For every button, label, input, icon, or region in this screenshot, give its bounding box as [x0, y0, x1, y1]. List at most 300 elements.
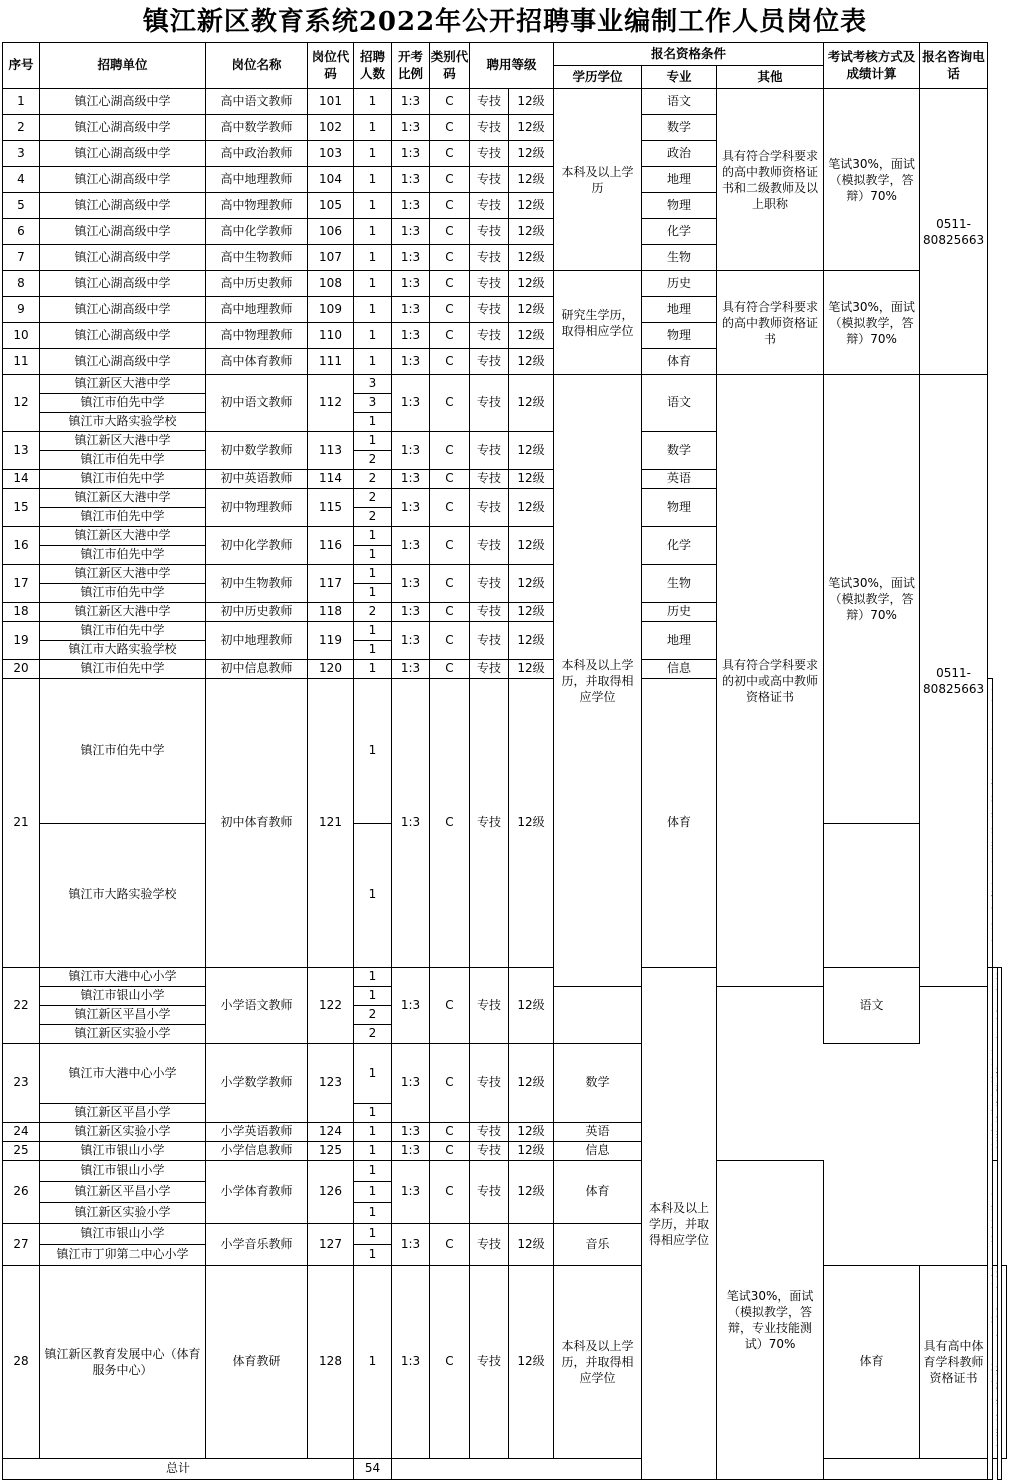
category-cell: C: [430, 1224, 470, 1266]
major-cell: 历史: [642, 271, 717, 297]
level-cell: 12级: [509, 527, 554, 565]
other-cell: 具有高中体育学科教师资格证书: [920, 1266, 988, 1459]
count-cell: 1: [354, 1266, 392, 1459]
count-cell: 1: [354, 679, 392, 824]
category-cell: C: [430, 1123, 470, 1142]
category-cell: C: [430, 1142, 470, 1161]
major-cell: 音乐: [554, 1224, 642, 1266]
seq-cell: 12: [3, 375, 40, 432]
major-cell: 体育: [824, 1266, 920, 1459]
major-cell: 英语: [642, 470, 717, 489]
unit-cell: 镇江市伯先中学: [40, 394, 206, 413]
type-cell: 专技: [470, 115, 509, 141]
major-cell: 历史: [642, 603, 717, 622]
seq-cell: 6: [3, 219, 40, 245]
count-cell: 1: [354, 1161, 392, 1182]
level-cell: 12级: [509, 1161, 554, 1224]
type-cell: 专技: [470, 1142, 509, 1161]
major-cell: 数学: [642, 115, 717, 141]
unit-cell: 镇江新区大港中学: [40, 489, 206, 508]
major-cell: 语文: [642, 375, 717, 432]
ratio-cell: 1:3: [392, 1123, 430, 1142]
type-cell: 专技: [470, 622, 509, 660]
level-cell: 12级: [509, 470, 554, 489]
category-cell: C: [430, 219, 470, 245]
level-cell: 12级: [509, 1044, 554, 1123]
major-cell: 地理: [642, 167, 717, 193]
count-cell: 1: [354, 115, 392, 141]
level-cell: 12级: [509, 1123, 554, 1142]
count-cell: 1: [354, 1245, 392, 1266]
seq-cell: 13: [3, 432, 40, 470]
header-ratio: 开考比例: [392, 43, 430, 89]
total-count: 54: [354, 1459, 392, 1480]
code-cell: 123: [308, 1044, 354, 1123]
total-label: 总计: [3, 1459, 354, 1480]
ratio-cell: 1:3: [392, 527, 430, 565]
count-cell: 2: [354, 603, 392, 622]
header-qualifications: 报名资格条件: [554, 43, 824, 66]
code-cell: 110: [308, 323, 354, 349]
code-cell: 113: [308, 432, 354, 470]
ratio-cell: 1:3: [392, 470, 430, 489]
category-cell: C: [430, 193, 470, 219]
major-cell: 语文: [642, 89, 717, 115]
type-cell: 专技: [470, 141, 509, 167]
total-row: [3, 1459, 1007, 1480]
seq-cell: 14: [3, 470, 40, 489]
code-cell: 109: [308, 297, 354, 323]
unit-cell: 镇江市伯先中学: [40, 584, 206, 603]
count-cell: 1: [354, 413, 392, 432]
count-cell: 1: [354, 271, 392, 297]
level-cell: 12级: [509, 115, 554, 141]
seq-cell: 26: [3, 1161, 40, 1224]
major-cell: 数学: [554, 1044, 642, 1123]
level-cell: 12级: [509, 271, 554, 297]
unit-cell: 镇江心湖高级中学: [40, 115, 206, 141]
type-cell: 专技: [470, 89, 509, 115]
major-cell: 化学: [642, 527, 717, 565]
unit-cell: 镇江新区平昌小学: [40, 1006, 206, 1025]
education-cell: 本科及以上学历，并取得相应学位: [642, 968, 717, 1480]
post-cell: 小学语文教师: [206, 968, 308, 1044]
other-cell: 具有符合学科要求的高中教师资格证书: [717, 271, 824, 375]
unit-cell: 镇江市大路实验学校: [40, 413, 206, 432]
major-cell: 英语: [554, 1123, 642, 1142]
table-row: [3, 968, 1007, 987]
count-cell: 1: [354, 660, 392, 679]
major-cell: 政治: [642, 141, 717, 167]
unit-cell: 镇江新区平昌小学: [40, 1104, 206, 1123]
count-cell: 1: [354, 167, 392, 193]
count-cell: 1: [354, 987, 392, 1006]
category-cell: C: [430, 375, 470, 432]
post-cell: 高中体育教师: [206, 349, 308, 375]
unit-cell: 镇江市伯先中学: [40, 546, 206, 565]
seq-cell: 7: [3, 245, 40, 271]
ratio-cell: 1:3: [392, 115, 430, 141]
header-major: 专业: [642, 66, 717, 89]
exam-cell: 笔试30%，面试（模拟教学，答辩）70%: [824, 271, 920, 375]
count-cell: 1: [354, 1224, 392, 1245]
ratio-cell: 1:3: [392, 565, 430, 603]
level-cell: 12级: [509, 323, 554, 349]
count-cell: 1: [354, 1044, 392, 1104]
unit-cell: 镇江市丁卯第二中心小学: [40, 1245, 206, 1266]
level-cell: 12级: [509, 679, 554, 968]
unit-cell: 镇江心湖高级中学: [40, 323, 206, 349]
post-cell: 初中地理教师: [206, 622, 308, 660]
count-cell: 1: [354, 141, 392, 167]
category-cell: C: [430, 167, 470, 193]
unit-cell: 镇江市大港中心小学: [40, 968, 206, 987]
level-cell: 12级: [509, 489, 554, 527]
table-row: [3, 1044, 1007, 1104]
type-cell: 专技: [470, 432, 509, 470]
code-cell: 102: [308, 115, 354, 141]
category-cell: C: [430, 432, 470, 470]
type-cell: 专技: [470, 603, 509, 622]
category-cell: C: [430, 271, 470, 297]
seq-cell: 24: [3, 1123, 40, 1142]
type-cell: 专技: [470, 167, 509, 193]
category-cell: C: [430, 489, 470, 527]
type-cell: 专技: [470, 1224, 509, 1266]
code-cell: 119: [308, 622, 354, 660]
seq-cell: 4: [3, 167, 40, 193]
type-cell: 专技: [470, 245, 509, 271]
level-cell: 12级: [509, 432, 554, 470]
table-row: [3, 89, 1007, 115]
type-cell: 专技: [470, 470, 509, 489]
major-cell: 地理: [642, 622, 717, 660]
count-cell: 1: [354, 968, 392, 987]
table-row: [3, 1161, 1007, 1182]
unit-cell: 镇江心湖高级中学: [40, 89, 206, 115]
ratio-cell: 1:3: [392, 375, 430, 432]
unit-cell: 镇江心湖高级中学: [40, 297, 206, 323]
count-cell: 1: [354, 1182, 392, 1203]
count-cell: 1: [354, 432, 392, 451]
unit-cell: 镇江市伯先中学: [40, 470, 206, 489]
category-cell: C: [430, 323, 470, 349]
count-cell: 2: [354, 1006, 392, 1025]
code-cell: 105: [308, 193, 354, 219]
header-category: 类别代码: [430, 43, 470, 89]
level-cell: 12级: [509, 245, 554, 271]
count-cell: 3: [354, 375, 392, 394]
major-cell: 信息: [642, 660, 717, 679]
ratio-cell: 1:3: [392, 660, 430, 679]
unit-cell: 镇江市大路实验学校: [40, 641, 206, 660]
seq-cell: 11: [3, 349, 40, 375]
post-cell: 初中历史教师: [206, 603, 308, 622]
count-cell: 1: [354, 622, 392, 641]
category-cell: C: [430, 603, 470, 622]
code-cell: 128: [308, 1266, 354, 1459]
header-grade: 聘用等级: [470, 43, 554, 89]
seq-cell: 23: [3, 1044, 40, 1123]
exam-cell: [992, 1266, 997, 1459]
seq-cell: 28: [3, 1266, 40, 1459]
ratio-cell: 1:3: [392, 349, 430, 375]
exam-cell: [988, 679, 993, 968]
exam-cell: 笔试30%，面试（模拟教学，答辩）70%: [824, 89, 920, 271]
unit-cell: 镇江新区大港中学: [40, 603, 206, 622]
unit-cell: 镇江心湖高级中学: [40, 141, 206, 167]
code-cell: 114: [308, 470, 354, 489]
ratio-cell: 1:3: [392, 141, 430, 167]
major-cell: 物理: [642, 193, 717, 219]
category-cell: C: [430, 660, 470, 679]
unit-cell: 镇江市伯先中学: [40, 660, 206, 679]
header-other: 其他: [717, 66, 824, 89]
count-cell: 1: [354, 1203, 392, 1224]
phone-cell: [1002, 1266, 1007, 1459]
header-education: 学历学位: [554, 66, 642, 89]
seq-cell: 16: [3, 527, 40, 565]
count-cell: 1: [354, 641, 392, 660]
ratio-cell: 1:3: [392, 603, 430, 622]
count-cell: 1: [354, 297, 392, 323]
table-row: [3, 1142, 1007, 1161]
major-cell: 语文: [824, 968, 920, 1044]
post-cell: 体育教研: [206, 1266, 308, 1459]
seq-cell: 9: [3, 297, 40, 323]
count-cell: 1: [354, 1142, 392, 1161]
post-cell: 高中数学教师: [206, 115, 308, 141]
type-cell: 专技: [470, 968, 509, 1044]
post-cell: 高中物理教师: [206, 193, 308, 219]
code-cell: 101: [308, 89, 354, 115]
type-cell: 专技: [470, 219, 509, 245]
type-cell: 专技: [470, 1266, 509, 1459]
seq-cell: 5: [3, 193, 40, 219]
unit-cell: 镇江市银山小学: [40, 1161, 206, 1182]
type-cell: 专技: [470, 297, 509, 323]
table-row: [3, 1123, 1007, 1142]
other-cell: [988, 968, 993, 1480]
level-cell: 12级: [509, 219, 554, 245]
type-cell: 专技: [470, 679, 509, 968]
ratio-cell: 1:3: [392, 432, 430, 470]
count-cell: 1: [354, 527, 392, 546]
seq-cell: 25: [3, 1142, 40, 1161]
category-cell: C: [430, 141, 470, 167]
ratio-cell: 1:3: [392, 219, 430, 245]
code-cell: 127: [308, 1224, 354, 1266]
education-cell: 本科及以上学历: [554, 89, 642, 271]
other-cell: 具有符合学科要求的初中或高中教师资格证书: [717, 375, 824, 987]
count-cell: 2: [354, 1025, 392, 1044]
major-cell: 生物: [642, 565, 717, 603]
unit-cell: 镇江市伯先中学: [40, 451, 206, 470]
type-cell: 专技: [470, 271, 509, 297]
other-cell: 具有符合学科要求的高中教师资格证书和二级教师及以上职称: [717, 89, 824, 271]
count-cell: 1: [354, 584, 392, 603]
table-row: [3, 375, 1007, 394]
code-cell: 104: [308, 167, 354, 193]
major-cell: 化学: [642, 219, 717, 245]
level-cell: 12级: [509, 141, 554, 167]
type-cell: 专技: [470, 660, 509, 679]
count-cell: 1: [354, 1123, 392, 1142]
count-cell: 1: [354, 219, 392, 245]
unit-cell: 镇江市大路实验学校: [40, 823, 206, 968]
count-cell: 2: [354, 470, 392, 489]
level-cell: 12级: [509, 1142, 554, 1161]
unit-cell: 镇江心湖高级中学: [40, 167, 206, 193]
count-cell: 1: [354, 565, 392, 584]
count-cell: 2: [354, 451, 392, 470]
header-unit: 招聘单位: [40, 43, 206, 89]
education-cell: 本科及以上学历，并取得相应学位: [554, 1266, 642, 1459]
education-cell: 研究生学历，取得相应学位: [554, 271, 642, 375]
unit-cell: 镇江心湖高级中学: [40, 349, 206, 375]
count-cell: 2: [354, 508, 392, 527]
unit-cell: 镇江市银山小学: [40, 1142, 206, 1161]
code-cell: 125: [308, 1142, 354, 1161]
post-cell: 小学英语教师: [206, 1123, 308, 1142]
level-cell: 12级: [509, 1224, 554, 1266]
unit-cell: 镇江心湖高级中学: [40, 193, 206, 219]
category-cell: C: [430, 527, 470, 565]
header-post: 岗位名称: [206, 43, 308, 89]
code-cell: 117: [308, 565, 354, 603]
seq-cell: 18: [3, 603, 40, 622]
type-cell: 专技: [470, 565, 509, 603]
count-cell: 1: [354, 323, 392, 349]
post-cell: 高中物理教师: [206, 323, 308, 349]
ratio-cell: 1:3: [392, 245, 430, 271]
type-cell: 专技: [470, 489, 509, 527]
seq-cell: 15: [3, 489, 40, 527]
post-cell: 小学数学教师: [206, 1044, 308, 1123]
unit-cell: 镇江心湖高级中学: [40, 271, 206, 297]
unit-cell: 镇江新区实验小学: [40, 1123, 206, 1142]
category-cell: C: [430, 470, 470, 489]
ratio-cell: 1:3: [392, 1142, 430, 1161]
major-cell: 体育: [642, 349, 717, 375]
ratio-cell: 1:3: [392, 679, 430, 968]
seq-cell: 8: [3, 271, 40, 297]
category-cell: C: [430, 1161, 470, 1224]
code-cell: 124: [308, 1123, 354, 1142]
category-cell: C: [430, 565, 470, 603]
major-cell: 生物: [642, 245, 717, 271]
code-cell: 120: [308, 660, 354, 679]
level-cell: 12级: [509, 375, 554, 432]
code-cell: 111: [308, 349, 354, 375]
code-cell: 116: [308, 527, 354, 565]
post-cell: 小学音乐教师: [206, 1224, 308, 1266]
seq-cell: 22: [3, 968, 40, 1044]
ratio-cell: 1:3: [392, 323, 430, 349]
seq-cell: 3: [3, 141, 40, 167]
exam-cell: 笔试30%，面试（模拟教学，答辩，专业技能测试）70%: [717, 1161, 824, 1480]
seq-cell: 27: [3, 1224, 40, 1266]
post-cell: 高中语文教师: [206, 89, 308, 115]
unit-cell: 镇江新区平昌小学: [40, 1182, 206, 1203]
seq-cell: 17: [3, 565, 40, 603]
unit-cell: 镇江心湖高级中学: [40, 219, 206, 245]
table-row: [3, 1224, 1007, 1245]
post-cell: 小学信息教师: [206, 1142, 308, 1161]
count-cell: 1: [354, 245, 392, 271]
recruitment-table: [2, 42, 1007, 1480]
unit-cell: 镇江新区实验小学: [40, 1203, 206, 1224]
ratio-cell: 1:3: [392, 1224, 430, 1266]
level-cell: 12级: [509, 1266, 554, 1459]
ratio-cell: 1:3: [392, 89, 430, 115]
code-cell: 107: [308, 245, 354, 271]
post-cell: 高中政治教师: [206, 141, 308, 167]
ratio-cell: 1:3: [392, 1266, 430, 1459]
code-cell: 126: [308, 1161, 354, 1224]
category-cell: C: [430, 968, 470, 1044]
post-cell: 高中历史教师: [206, 271, 308, 297]
code-cell: 121: [308, 679, 354, 968]
level-cell: 12级: [509, 297, 554, 323]
category-cell: C: [430, 115, 470, 141]
code-cell: 112: [308, 375, 354, 432]
count-cell: 1: [354, 1104, 392, 1123]
level-cell: 12级: [509, 968, 554, 1044]
unit-cell: 镇江新区大港中学: [40, 432, 206, 451]
post-cell: 初中物理教师: [206, 489, 308, 527]
type-cell: 专技: [470, 527, 509, 565]
unit-cell: 镇江市伯先中学: [40, 508, 206, 527]
code-cell: 106: [308, 219, 354, 245]
category-cell: C: [430, 679, 470, 968]
type-cell: 专技: [470, 193, 509, 219]
level-cell: 12级: [509, 603, 554, 622]
code-cell: 122: [308, 968, 354, 1044]
category-cell: C: [430, 349, 470, 375]
major-cell: 物理: [642, 323, 717, 349]
post-cell: 高中化学教师: [206, 219, 308, 245]
major-cell: 体育: [554, 1161, 642, 1224]
type-cell: 专技: [470, 375, 509, 432]
unit-cell: 镇江新区大港中学: [40, 375, 206, 394]
level-cell: 12级: [509, 167, 554, 193]
unit-cell: 镇江新区实验小学: [40, 1025, 206, 1044]
count-cell: 1: [354, 823, 392, 968]
level-cell: 12级: [509, 660, 554, 679]
unit-cell: 镇江市银山小学: [40, 1224, 206, 1245]
ratio-cell: 1:3: [392, 297, 430, 323]
ratio-cell: 1:3: [392, 968, 430, 1044]
major-cell: 物理: [642, 489, 717, 527]
level-cell: 12级: [509, 89, 554, 115]
post-cell: 高中地理教师: [206, 297, 308, 323]
seq-cell: 20: [3, 660, 40, 679]
count-cell: 1: [354, 193, 392, 219]
unit-cell: 镇江市伯先中学: [40, 622, 206, 641]
post-cell: 初中数学教师: [206, 432, 308, 470]
unit-cell: 镇江市银山小学: [40, 987, 206, 1006]
code-cell: 115: [308, 489, 354, 527]
major-cell: 信息: [554, 1142, 642, 1161]
count-cell: 1: [354, 546, 392, 565]
code-cell: 118: [308, 603, 354, 622]
ratio-cell: 1:3: [392, 167, 430, 193]
major-cell: 体育: [642, 679, 717, 968]
type-cell: 专技: [470, 1044, 509, 1123]
post-cell: 初中化学教师: [206, 527, 308, 565]
post-cell: 高中地理教师: [206, 167, 308, 193]
